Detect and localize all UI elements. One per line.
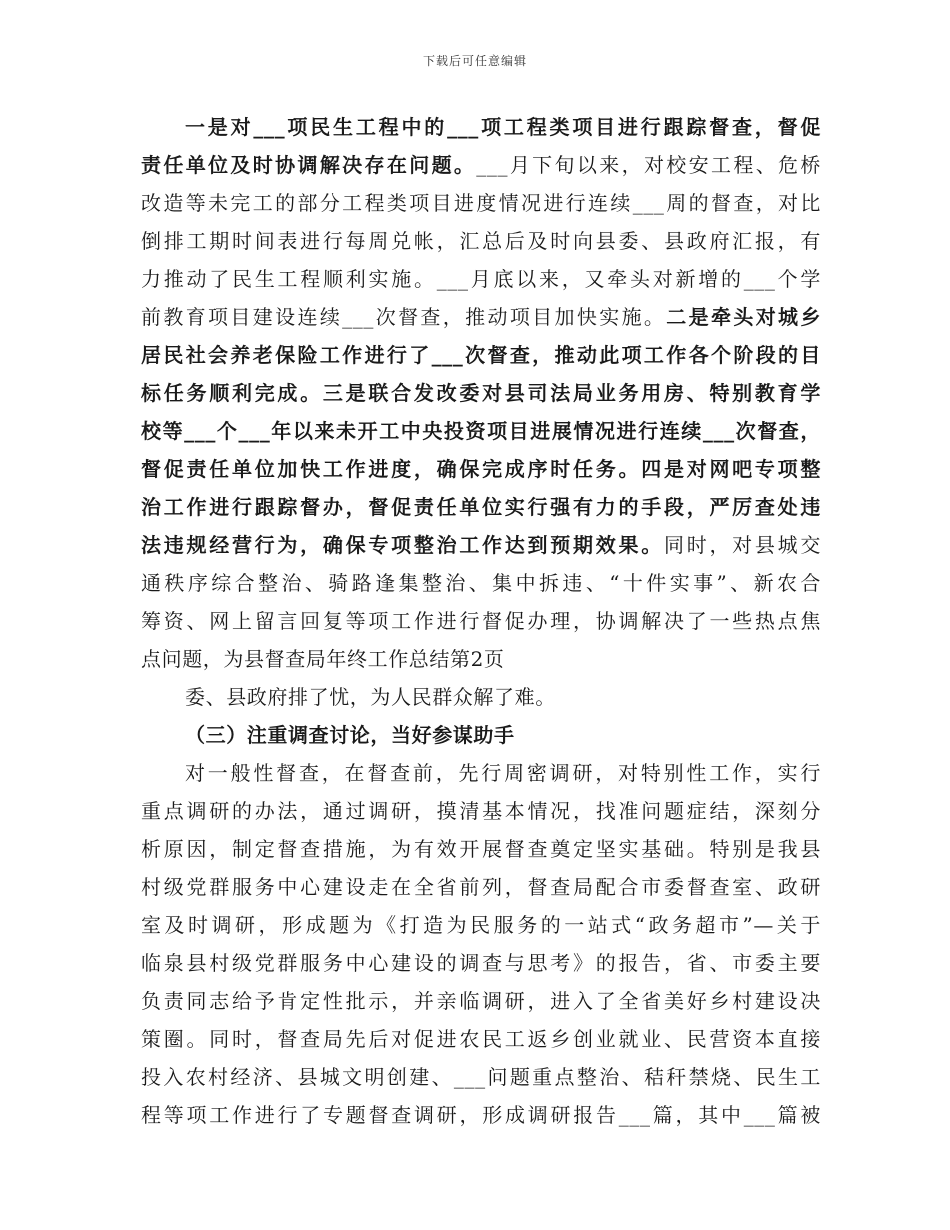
text-run: 重点调研的办法，通过调研，摸清基本情况，找准问题症结，深刻分 <box>141 799 821 823</box>
text-line <box>141 564 821 602</box>
page-header: 下载后可任意编辑 <box>422 54 527 68</box>
text-run: 投入农村经济、县城文明创建、___问题重点整治、秸秆禁烧、民生工 <box>141 1065 821 1089</box>
document-body <box>141 108 821 1134</box>
text-line <box>141 146 821 184</box>
text-line <box>141 184 821 222</box>
text-run: 负责同志给予肯定性批示，并亲临调研，进入了全省美好乡村建设决 <box>141 989 821 1013</box>
text-line <box>141 222 821 260</box>
bold-text-run: 治工作进行跟踪督办，督促责任单位实行强有力的手段，严厉查处违 <box>141 495 821 519</box>
text-run: 点问题，为县督查局年终工作总结第2页 <box>141 647 505 671</box>
text-run: 通秩序综合整治、骑路逢集整治、集中拆违、“十件实事”、新农合 <box>141 571 821 595</box>
text-run: 前教育项目建设连续___次督查，推动项目加快实施。 <box>141 305 667 329</box>
text-line <box>141 412 821 450</box>
text-run: 同时，对县城交 <box>663 533 821 557</box>
text-run: 村级党群服务中心建设走在全省前列，督查局配合市委督查室、政研 <box>141 875 821 899</box>
bold-text-run: 法违规经营行为，确保专项整治工作达到预期效果。 <box>141 533 664 557</box>
bold-text-run: （三）注重调查讨论，当好参谋助手 <box>185 723 515 747</box>
text-run: 析原因，制定督查措施，为有效开展督查奠定坚实基础。特别是我县 <box>141 837 821 861</box>
text-line <box>141 298 821 336</box>
text-line <box>141 640 821 678</box>
text-run: 室及时调研，形成题为《打造为民服务的一站式“政务超市”—关于 <box>141 913 821 937</box>
text-run: ___月下旬以来，对校安工程、危桥 <box>476 153 822 177</box>
text-line <box>141 374 821 412</box>
text-run: 力推动了民生工程顺利实施。___月底以来，又牵头对新增的___个学 <box>141 267 821 291</box>
text-line <box>141 526 821 564</box>
text-line <box>141 1058 821 1096</box>
text-line <box>141 944 821 982</box>
bold-text-run: 责任单位及时协调解决存在问题。 <box>141 153 477 177</box>
bold-text-run: 居民社会养老保险工作进行了___次督查，推动此项工作各个阶段的目 <box>141 343 821 367</box>
text-line <box>141 488 821 526</box>
bold-text-run: 一是对___项民生工程中的___项工程类项目进行跟踪督查，督促 <box>185 115 821 139</box>
text-line <box>141 716 821 754</box>
text-run: 程等项工作进行了专题督查调研，形成调研报告___篇，其中___篇被 <box>141 1103 821 1127</box>
text-line <box>141 792 821 830</box>
text-line <box>141 108 821 146</box>
bold-text-run: 标任务顺利完成。三是联合发改委对县司法局业务用房、特别教育学 <box>141 381 821 405</box>
text-run: 策圈。同时，督查局先后对促进农民工返乡创业就业、民营资本直接 <box>141 1027 821 1051</box>
text-run: 倒排工期时间表进行每周兑帐，汇总后及时向县委、县政府汇报，有 <box>141 229 821 253</box>
text-line <box>141 906 821 944</box>
text-line <box>141 1096 821 1134</box>
text-line <box>141 754 821 792</box>
text-line <box>141 450 821 488</box>
text-line <box>141 830 821 868</box>
bold-text-run: 督促责任单位加快工作进度，确保完成序时任务。四是对网吧专项整 <box>141 457 821 481</box>
text-line <box>141 982 821 1020</box>
text-line <box>141 678 821 716</box>
text-line <box>141 260 821 298</box>
text-line <box>141 1020 821 1058</box>
text-run: 筹资、网上留言回复等项工作进行督促办理，协调解决了一些热点焦 <box>141 609 821 633</box>
text-line <box>141 602 821 640</box>
text-line <box>141 336 821 374</box>
bold-text-run: 校等___个___年以来未开工中央投资项目进展情况进行连续___次督查， <box>141 419 821 443</box>
text-run: 对一般性督查，在督查前，先行周密调研，对特别性工作，实行 <box>185 761 821 785</box>
text-run: 临泉县村级党群服务中心建设的调查与思考》的报告，省、市委主要 <box>141 951 821 975</box>
bold-text-run: 二是牵头对城乡 <box>666 305 822 329</box>
text-run: 委、县政府排了忧，为人民群众解了难。 <box>185 685 556 709</box>
text-line <box>141 868 821 906</box>
text-run: 改造等未完工的部分工程类项目进度情况进行连续___周的督查，对比 <box>141 191 821 215</box>
